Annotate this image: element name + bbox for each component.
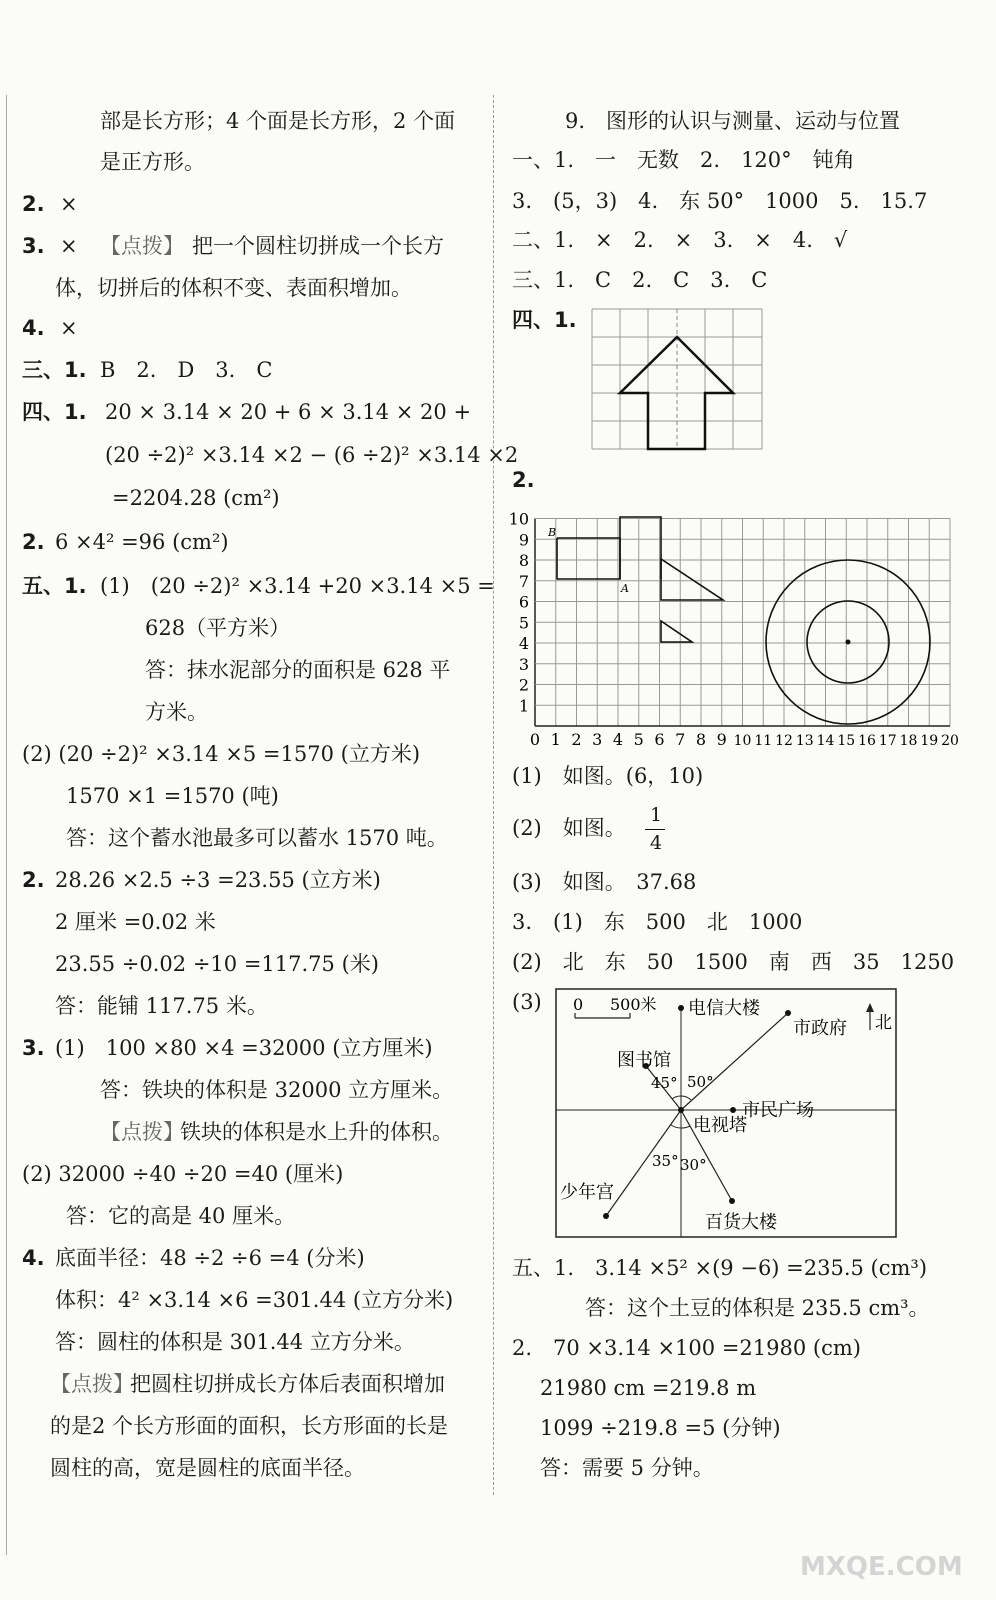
fraction-bar	[645, 829, 665, 830]
formula: 1570 ×1 =1570 (吨)	[66, 784, 279, 808]
item-number: 2.	[22, 530, 45, 554]
formula: 五、1. 3.14 ×5² ×(9 −6) =235.5 (cm³)	[512, 1256, 928, 1280]
x-tick-label: 16	[858, 733, 876, 748]
answer-line: 3. (5，3) 4. 东 50° 1000 5. 15.7	[512, 189, 928, 213]
angle-30-label: 30°	[680, 1156, 707, 1174]
formula: 底面半径：48 ÷2 ÷6 =4 (分米)	[55, 1246, 365, 1270]
x-tick-label: 10	[733, 733, 752, 748]
city-hall-label: 市政府	[793, 1018, 847, 1039]
coordinate-grid-figure	[505, 508, 960, 748]
angle-30-arc	[681, 1126, 690, 1128]
x-tick-label: 4	[612, 730, 624, 748]
x-tick-label: 11	[754, 733, 773, 748]
citizen-square-label: 市民广场	[742, 1100, 814, 1121]
item-number: 4.	[22, 316, 45, 340]
answer-text: 答：需要 5 分钟。	[540, 1456, 714, 1480]
y-tick-label: 7	[518, 571, 529, 591]
section-number: 五、1.	[22, 574, 87, 598]
formula: 28.26 ×2.5 ÷3 =23.55 (立方米)	[55, 868, 381, 892]
answer-text: 答：圆柱的体积是 301.44 立方分米。	[55, 1330, 415, 1354]
formula: (2) 32000 ÷40 ÷20 =40 (厘米)	[22, 1162, 344, 1186]
y-tick-label: 6	[518, 592, 529, 612]
x-tick-label: 5	[633, 730, 644, 748]
arrow-grid-figure	[590, 307, 765, 452]
x-tick-label: 13	[795, 733, 814, 748]
fraction-denominator: 4	[650, 832, 663, 854]
answer-text: 答：抹水泥部分的面积是 628 平	[145, 658, 451, 682]
telecom-building-dot	[678, 1005, 684, 1011]
formula: 23.55 ÷0.02 ÷10 =117.75 (米)	[55, 952, 379, 976]
column-divider	[493, 95, 494, 1495]
formula: 1099 ÷219.8 =5 (分钟)	[540, 1416, 781, 1440]
text-line: 是正方形。	[100, 150, 205, 174]
y-tick-label: 9	[518, 530, 529, 550]
small-triangle-shape	[661, 621, 692, 642]
x-tick-label: 9	[716, 730, 727, 748]
y-tick-label: 10	[508, 509, 529, 529]
answer-line: 二、1. × 2. × 3. × 4. √	[512, 228, 848, 252]
formula: (1) 100 ×80 ×4 =32000 (立方厘米)	[55, 1036, 433, 1060]
page-edge	[6, 95, 7, 1555]
line-to-city-hall	[681, 1013, 788, 1110]
angle-35-arc	[671, 1125, 681, 1128]
x-tick-label: 8	[695, 730, 707, 748]
item-number: 3.	[22, 234, 45, 258]
item-number: 2.	[512, 468, 535, 492]
x-tick-label: 2	[571, 730, 582, 748]
answer: ×	[60, 234, 78, 258]
text-line: 把圆柱切拼成长方体后表面积增加	[130, 1372, 445, 1396]
department-store-dot	[729, 1198, 735, 1204]
library-label: 图书馆	[617, 1050, 671, 1071]
formula: 体积：4² ×3.14 ×6 =301.44 (立方分米)	[55, 1288, 454, 1312]
x-tick-label: 6	[654, 730, 665, 748]
answer-text: 答：能铺 117.75 米。	[55, 994, 268, 1018]
x-tick-label: 17	[878, 733, 897, 748]
north-arrow-head	[866, 1003, 874, 1012]
formula: 628（平方米）	[145, 616, 291, 640]
angle-35-label: 35°	[652, 1152, 679, 1170]
item-number: 2.	[22, 192, 45, 216]
triangle-shape	[661, 559, 723, 600]
hint-label: 【点拨】	[50, 1372, 134, 1396]
rectangle-shape	[557, 538, 620, 579]
text-line: 体，切拼后的体积不变、表面积增加。	[55, 276, 412, 300]
x-tick-label: 12	[775, 733, 793, 748]
north-label: 北	[875, 1013, 892, 1033]
y-tick-label: 2	[518, 675, 529, 695]
fraction-numerator: 1	[650, 804, 663, 826]
x-tick-label: 18	[899, 733, 918, 748]
scale-zero: 0	[573, 995, 584, 1014]
text-line: 把一个圆柱切拼成一个长方	[192, 234, 444, 258]
answer-text: 答：这个土豆的体积是 235.5 cm³。	[585, 1296, 930, 1320]
point-a-label: A	[621, 582, 629, 595]
x-tick-label: 19	[920, 733, 939, 748]
answer-text: 方米。	[145, 700, 208, 724]
department-store-label: 百货大楼	[705, 1212, 777, 1233]
x-tick-label: 1	[550, 730, 561, 748]
formula: 21980 cm =219.8 m	[540, 1376, 757, 1400]
section-title: 9. 图形的认识与测量、运动与位置	[565, 109, 901, 133]
point-b-label: B	[548, 526, 557, 539]
youth-palace-dot	[603, 1213, 609, 1219]
direction-map-figure	[555, 988, 898, 1240]
x-tick-label: 15	[837, 733, 856, 748]
x-tick-label: 3	[592, 730, 603, 748]
section-number: 四、1.	[512, 308, 577, 332]
angle-45-label: 45°	[651, 1074, 678, 1092]
formula: (1) (20 ÷2)² ×3.14 +20 ×3.14 ×5 =	[100, 574, 495, 598]
item-number: 2.	[22, 868, 45, 892]
y-tick-label: 8	[518, 551, 529, 570]
formula: (20 ÷2)² ×3.14 ×2 − (6 ÷2)² ×3.14 ×2	[105, 443, 519, 467]
formula: (2) (20 ÷2)² ×3.14 ×5 =1570 (立方米)	[22, 742, 421, 766]
youth-palace-label: 少年宫	[560, 1182, 614, 1203]
answer: ×	[60, 316, 78, 340]
answer-line: (3)	[512, 990, 542, 1014]
hint-label: 【点拨】	[100, 234, 184, 258]
telecom-building-label: 电信大楼	[688, 998, 760, 1019]
item-number: 4.	[22, 1246, 45, 1270]
hint-label: 【点拨】	[100, 1120, 184, 1144]
section-number: 三、1.	[22, 358, 87, 382]
text-line: 部是长方形；4 个面是长方形，2 个面	[100, 109, 456, 133]
watermark: MXQE.COM	[800, 1552, 963, 1582]
y-tick-label: 4	[518, 634, 529, 653]
x-tick-label: 7	[675, 730, 686, 748]
formula: 2 厘米 =0.02 米	[55, 910, 216, 934]
formula: 6 ×4² =96 (cm²)	[55, 530, 229, 554]
tv-tower-label: 电视塔	[693, 1115, 747, 1136]
x-tick-label: 14	[816, 733, 835, 748]
text-line: 的是2 个长方形面的面积，长方形面的长是	[50, 1414, 449, 1438]
answer-line: (2) 如图。	[512, 816, 626, 840]
y-tick-label: 1	[518, 696, 529, 716]
angle-50-arc	[681, 1096, 691, 1100]
answer: B 2. D 3. C	[100, 358, 273, 382]
answer-line: (2) 北 东 50 1500 南 西 35 1250	[512, 950, 955, 974]
city-hall-dot	[785, 1010, 791, 1016]
angle-45-arc	[672, 1096, 681, 1099]
rotated-rectangle-shape	[620, 517, 661, 579]
formula: 2. 70 ×3.14 ×100 =21980 (cm)	[512, 1336, 861, 1360]
answer-line: 3. (1) 东 500 北 1000	[512, 910, 803, 934]
citizen-square-dot	[730, 1107, 736, 1113]
answer-line: (1) 如图。(6，10)	[512, 764, 704, 788]
answer-text: 答：这个蓄水池最多可以蓄水 1570 吨。	[66, 826, 448, 850]
scale-label: 500米	[610, 995, 657, 1014]
y-tick-label: 5	[518, 613, 529, 633]
x-tick-label: 0	[529, 730, 541, 748]
y-tick-label: 3	[518, 654, 529, 674]
angle-50-label: 50°	[687, 1073, 714, 1091]
answer-line: (3) 如图。 37.68	[512, 870, 697, 894]
answer-text: 答：铁块的体积是 32000 立方厘米。	[100, 1078, 454, 1102]
answer: ×	[60, 192, 78, 216]
x-tick-label: 20	[941, 733, 959, 748]
text-line: 铁块的体积是水上升的体积。	[180, 1120, 453, 1144]
tv-tower-dot	[678, 1107, 684, 1113]
answer-line: 三、1. C 2. C 3. C	[512, 268, 768, 292]
formula: =2204.28 (cm²)	[112, 486, 280, 510]
answer-text: 答：它的高是 40 厘米。	[66, 1204, 296, 1228]
item-number: 3.	[22, 1036, 45, 1060]
text-line: 圆柱的高，宽是圆柱的底面半径。	[50, 1456, 365, 1480]
section-number: 四、1.	[22, 400, 87, 424]
formula: 20 × 3.14 × 20 + 6 × 3.14 × 20 +	[105, 400, 472, 424]
circle-center	[846, 640, 851, 645]
answer-line: 一、1. 一 无数 2. 120° 钝角	[512, 148, 855, 172]
